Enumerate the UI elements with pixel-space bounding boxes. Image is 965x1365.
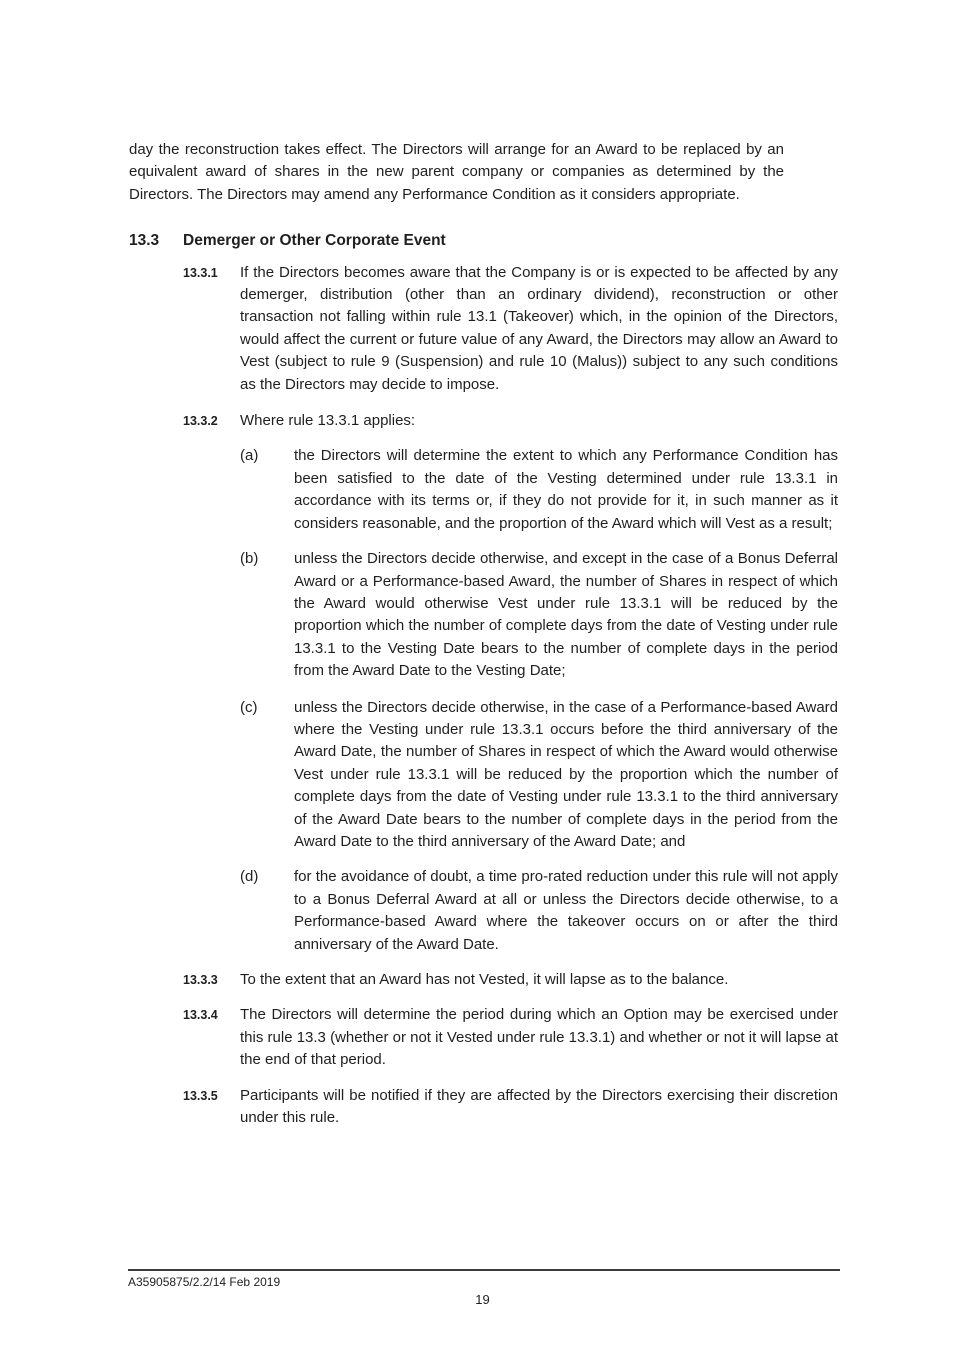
- list-item-d: [129, 866, 838, 956]
- intro-paragraph: day the reconstruction takes effect. The Directors will arrange for an Award to be replaced by an equivalent award of shares in the new parent company or companies as determined by the Directors. The Directors may amend any Performance Condition as it considers appropriate.: [129, 141, 784, 203]
- page-number: 19: [475, 1292, 490, 1307]
- footer-reference: A35905875/2.2/14 Feb 2019: [128, 1275, 281, 1289]
- subsection-13-3-5: [129, 1085, 838, 1130]
- subsection-number: 13.3.1: [183, 265, 218, 280]
- subsection-number: 13.3.3: [183, 973, 218, 987]
- item-text: unless the Directors decide otherwise, in the case of a Performance-based Award where the Vesting under rule 13.3.1 occurs before the third anniversary of the Award Date, the number of Shares in respect of which the Award would otherwise Vest under rule 13.3.1 will be reduced by the proportion which the number of complete days from the date of Vesting under rule 13.3.1 to the third anniversary of the Award Date bears to the number of complete days in the period from the Award Date to the third anniversary of the Award Date; and: [294, 698, 838, 850]
- list-item-a: [129, 445, 838, 535]
- section-heading: [129, 230, 838, 252]
- subsection-13-3-1: [129, 262, 838, 396]
- subsection-13-3-4: [129, 1004, 838, 1071]
- list-item-b: [129, 548, 838, 682]
- section-number: 13.3: [129, 232, 160, 250]
- section-title: Demerger or Other Corporate Event: [183, 232, 446, 250]
- subsection-number: 13.3.4: [183, 1008, 218, 1023]
- subsection-13-3-3: [129, 969, 838, 991]
- item-marker: (a): [240, 447, 259, 465]
- subsection-text: The Directors will determine the period during which an Option may be exercised under this rule 13.3 (whether or not it Vested under rule 13.3.1) and whether or not it will lapse at the end of that period.: [240, 1006, 838, 1069]
- subsection-number: 13.3.5: [183, 1088, 218, 1103]
- item-text: for the avoidance of doubt, a time pro-rated reduction under this rule will not apply to a Bonus Deferral Award at all or unless the Directors decide otherwise, to a Performance-based Award where the takeover occurs on or after the third anniversary of the Award Date.: [294, 868, 838, 953]
- list-item-c: [129, 697, 838, 854]
- subsection-text: Where rule 13.3.1 applies:: [240, 412, 416, 430]
- document-body: [129, 139, 838, 1129]
- subsection-13-3-2: [129, 410, 838, 432]
- subsection-text: To the extent that an Award has not Vested, it will lapse as to the balance.: [240, 971, 729, 988]
- item-marker: (c): [240, 698, 258, 716]
- item-text: unless the Directors decide otherwise, and except in the case of a Bonus Deferral Award or a Performance-based Award, the number of Shares in respect of which the Award would otherwise Vest under rule 13.3.1 will be reduced by the proportion which the number of complete days from the date of Vesting under rule 13.3.1 to the Vesting Date bears to the number of complete days in the period from the Award Date to the Vesting Date;: [294, 550, 838, 680]
- subsection-text: If the Directors becomes aware that the Company is or is expected to be affected by any demerger, distribution (other than an ordinary dividend), reconstruction or other transaction not falling within rule 13.1 (Takeover) which, in the opinion of the Directors, would affect the current or future value of any Award, the Directors may allow an Award to Vest (subject to rule 9 (Suspension) and rule 10 (Malus)) subject to any such conditions as the Directors may decide to impose.: [240, 263, 838, 393]
- item-marker: (b): [240, 550, 259, 568]
- item-text: the Directors will determine the extent to which any Performance Condition has been satisfied to the date of the Vesting determined under rule 13.3.1 in accordance with its terms or, if they do not provide for it, in such manner as it considers reasonable, and the proportion of the Award which will Vest as a result;: [294, 447, 838, 532]
- subsection-text: Participants will be notified if they are affected by the Directors exercising their discretion under this rule.: [240, 1086, 838, 1127]
- footer-divider: [128, 1269, 840, 1271]
- subsection-number: 13.3.2: [183, 414, 218, 429]
- item-marker: (d): [240, 868, 259, 886]
